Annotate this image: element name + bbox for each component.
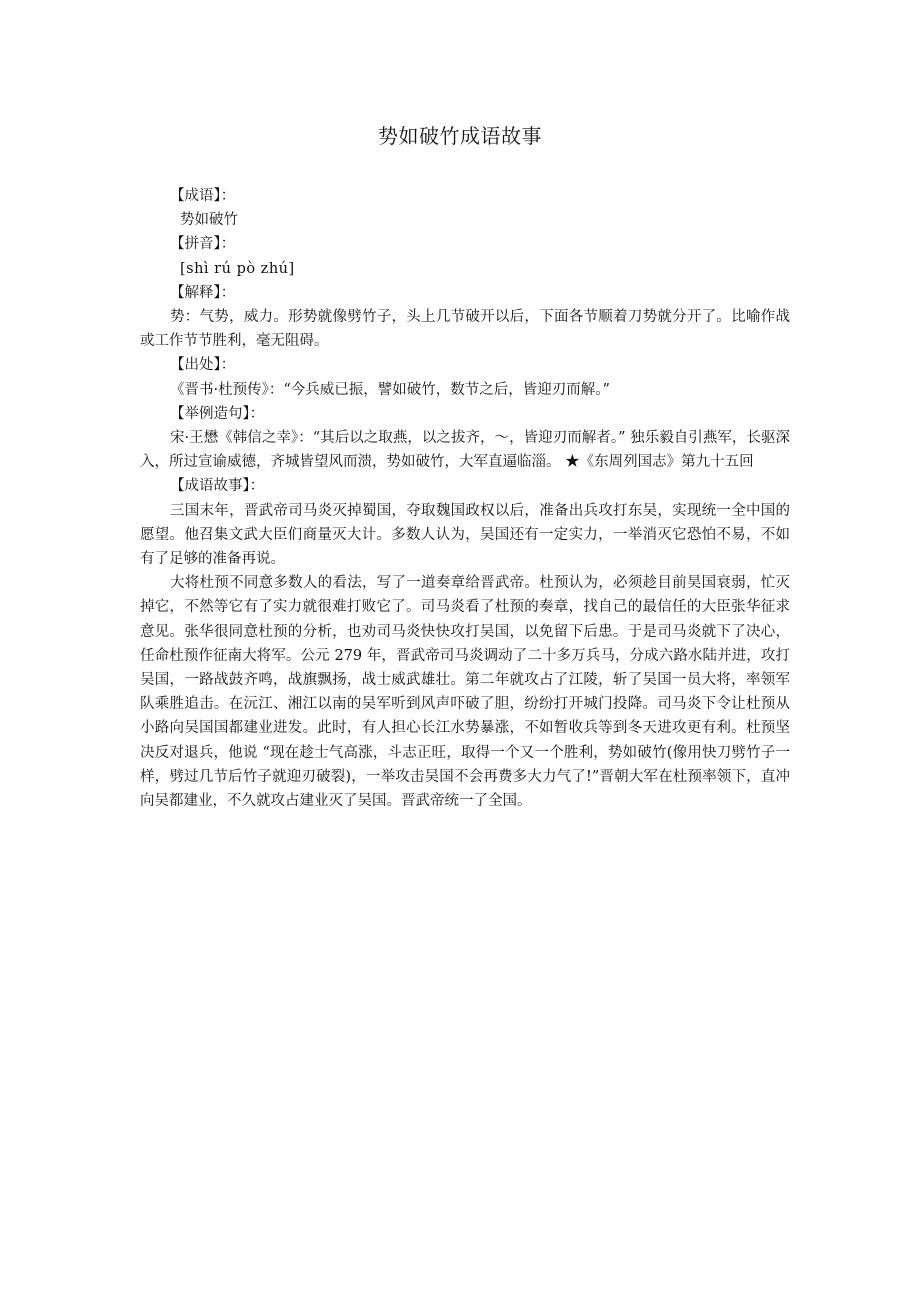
idiom-value: 势如破竹 — [180, 212, 238, 229]
explanation-text: 势：气势，威力。形势就像劈竹子，头上几节破开以后，下面各节顺着刀势就分开了。比喻作战或工作节节胜利，毫无阻碍。 — [140, 309, 790, 350]
explanation-label: 【解释】： — [170, 284, 236, 301]
story-paragraph-1: 三国末年，晋武帝司马炎灭掉蜀国，夺取魏国政权以后，准备出兵攻打东吴，实现统一全中国的愿望。他召集文武大臣们商量灭大计。多数人认为，吴国还有一定实力，一举消灭它恐怕不易，不如有了足够的准备再说。 — [140, 502, 790, 568]
document-title: 势如破竹成语故事 — [378, 124, 542, 148]
story-label: 【成语故事】： — [170, 478, 265, 495]
example-text: 宋·王懋《韩信之幸》：“其后以之取燕，以之拔齐，～，皆迎刃而解者。” 独乐毅自引燕军，长驱深入，所过宣谕威德，齐城皆望风而溃，势如破竹，大军直逼临淄。 ★《东周列国志》第九十五回 — [140, 430, 790, 471]
idiom-label: 【成语】： — [170, 188, 236, 204]
pinyin-value: [shì rú pò zhú] — [180, 260, 295, 277]
pinyin-label: 【拼音】： — [170, 236, 236, 253]
source-text: 《晋书·杜预传》：“今兵威已振，譬如破竹，数节之后，皆迎刃而解。” — [170, 381, 610, 398]
story-paragraph-2: 大将杜预不同意多数人的看法，写了一道奏章给晋武帝。杜预认为，必须趁目前昊国衰弱，忙灭掉它，不然等它有了实力就很难打败它了。司马炎看了杜预的奏章，找自己的最信任的大臣张华征求意见。张华很同意杜预的分析，也劝司马炎快快攻打吴国，以免留下后患。于是司马炎就下了决心，任命杜预作征南大将军。公元 279 年，晋武帝司马炎调动了二十多万兵马，分成六路水陆并进，攻打吴国，一路战鼓齐鸣，战旗飘扬，战士威武雄壮。第二年就攻占了江陵，斩了吴国一员大将，率领军队乘胜追击。在沅江、湘江以南的吴军听到风声吓破了胆，纷纷打开城门投降。司马炎下令让杜预从小路向吴国国都建业进发。此时，有人担心长江水势暴涨，不如暂收兵等到冬天进攻更有利。杜预坚决反对退兵，他说 “现在趁士气高涨，斗志正旺，取得一个又一个胜利，势如破竹(像用快刀劈竹子一样，劈过几节后竹子就迎刃破裂)，一举攻击吴国不会再费多大力气了!”晋朝大军在杜预率领下，直冲向吴都建业，不久就攻占建业灭了吴国。晋武帝统一了全国。 — [140, 575, 790, 810]
source-label: 【出处】： — [170, 357, 236, 374]
document-body — [140, 184, 790, 813]
example-label: 【举例造句】： — [170, 405, 265, 422]
